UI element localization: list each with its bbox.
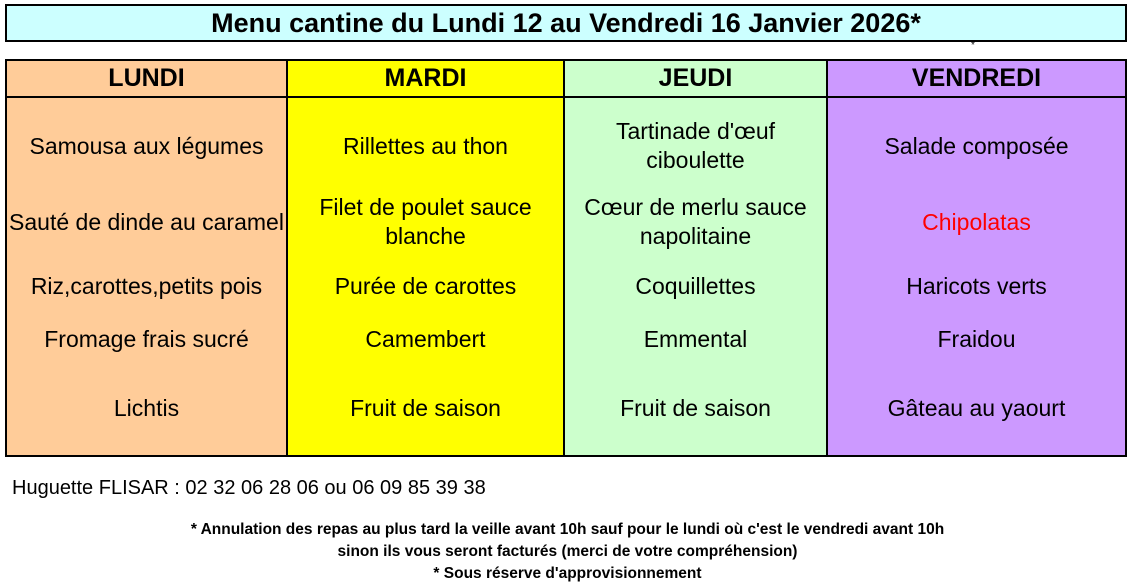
weekly-menu-table <box>5 59 1127 457</box>
menu-title: Menu cantine du Lundi 12 au Vendredi 16 Janvier 2026* <box>5 4 1127 42</box>
menu-item-dessert: Fruit de saison <box>620 394 771 421</box>
menu-item-side: Haricots verts <box>906 272 1047 299</box>
day-column-lundi <box>7 61 286 455</box>
menu-item-side: Purée de carottes <box>334 272 517 299</box>
footnote-billing: sinon ils vous seront facturés (merci de votre compréhension) <box>337 543 798 560</box>
contact-phone-line: Huguette FLISAR : 02 32 06 28 06 ou 06 09 85 39 38 <box>12 477 486 499</box>
menu-item-starter: Salade composée <box>884 132 1069 159</box>
title-footnote-mark: * <box>971 40 975 51</box>
day-column-jeudi <box>563 61 826 455</box>
menu-item-starter: Tartinade d'œuf ciboulette <box>615 118 776 173</box>
menu-item-dairy: Fromage frais sucré <box>44 325 249 352</box>
menu-item-main-highlighted: Chipolatas <box>922 208 1031 235</box>
menu-item-dessert: Lichtis <box>113 394 180 421</box>
menu-item-dessert: Gâteau au yaourt <box>887 394 1066 421</box>
footnote-supply: * Sous réserve d'approvisionnement <box>433 565 702 582</box>
menu-item-main: Filet de poulet sauce blanche <box>319 194 532 249</box>
menu-item-dessert: Fruit de saison <box>350 394 501 421</box>
menu-item-main: Cœur de merlu sauce napolitaine <box>584 194 807 249</box>
day-header-lundi: LUNDI <box>7 61 286 98</box>
day-header-vendredi: VENDREDI <box>828 61 1125 98</box>
day-header-jeudi: JEUDI <box>565 61 826 98</box>
menu-item-dairy: Emmental <box>643 325 748 352</box>
footnotes <box>0 519 1135 585</box>
day-column-vendredi <box>826 61 1125 455</box>
menu-item-dairy: Fraidou <box>937 325 1016 352</box>
footnote-cancellation: * Annulation des repas au plus tard la veille avant 10h sauf pour le lundi où c'est le vendredi avant 10h <box>190 521 945 538</box>
menu-item-main: Sauté de dinde au caramel <box>9 208 284 235</box>
day-header-mardi: MARDI <box>288 61 563 98</box>
menu-item-side: Riz,carottes,petits pois <box>30 272 263 299</box>
day-column-mardi <box>286 61 563 455</box>
menu-item-dairy: Camembert <box>365 325 486 352</box>
menu-item-side: Coquillettes <box>635 272 756 299</box>
menu-item-starter: Rillettes au thon <box>343 132 508 159</box>
menu-item-starter: Samousa aux légumes <box>29 132 264 159</box>
